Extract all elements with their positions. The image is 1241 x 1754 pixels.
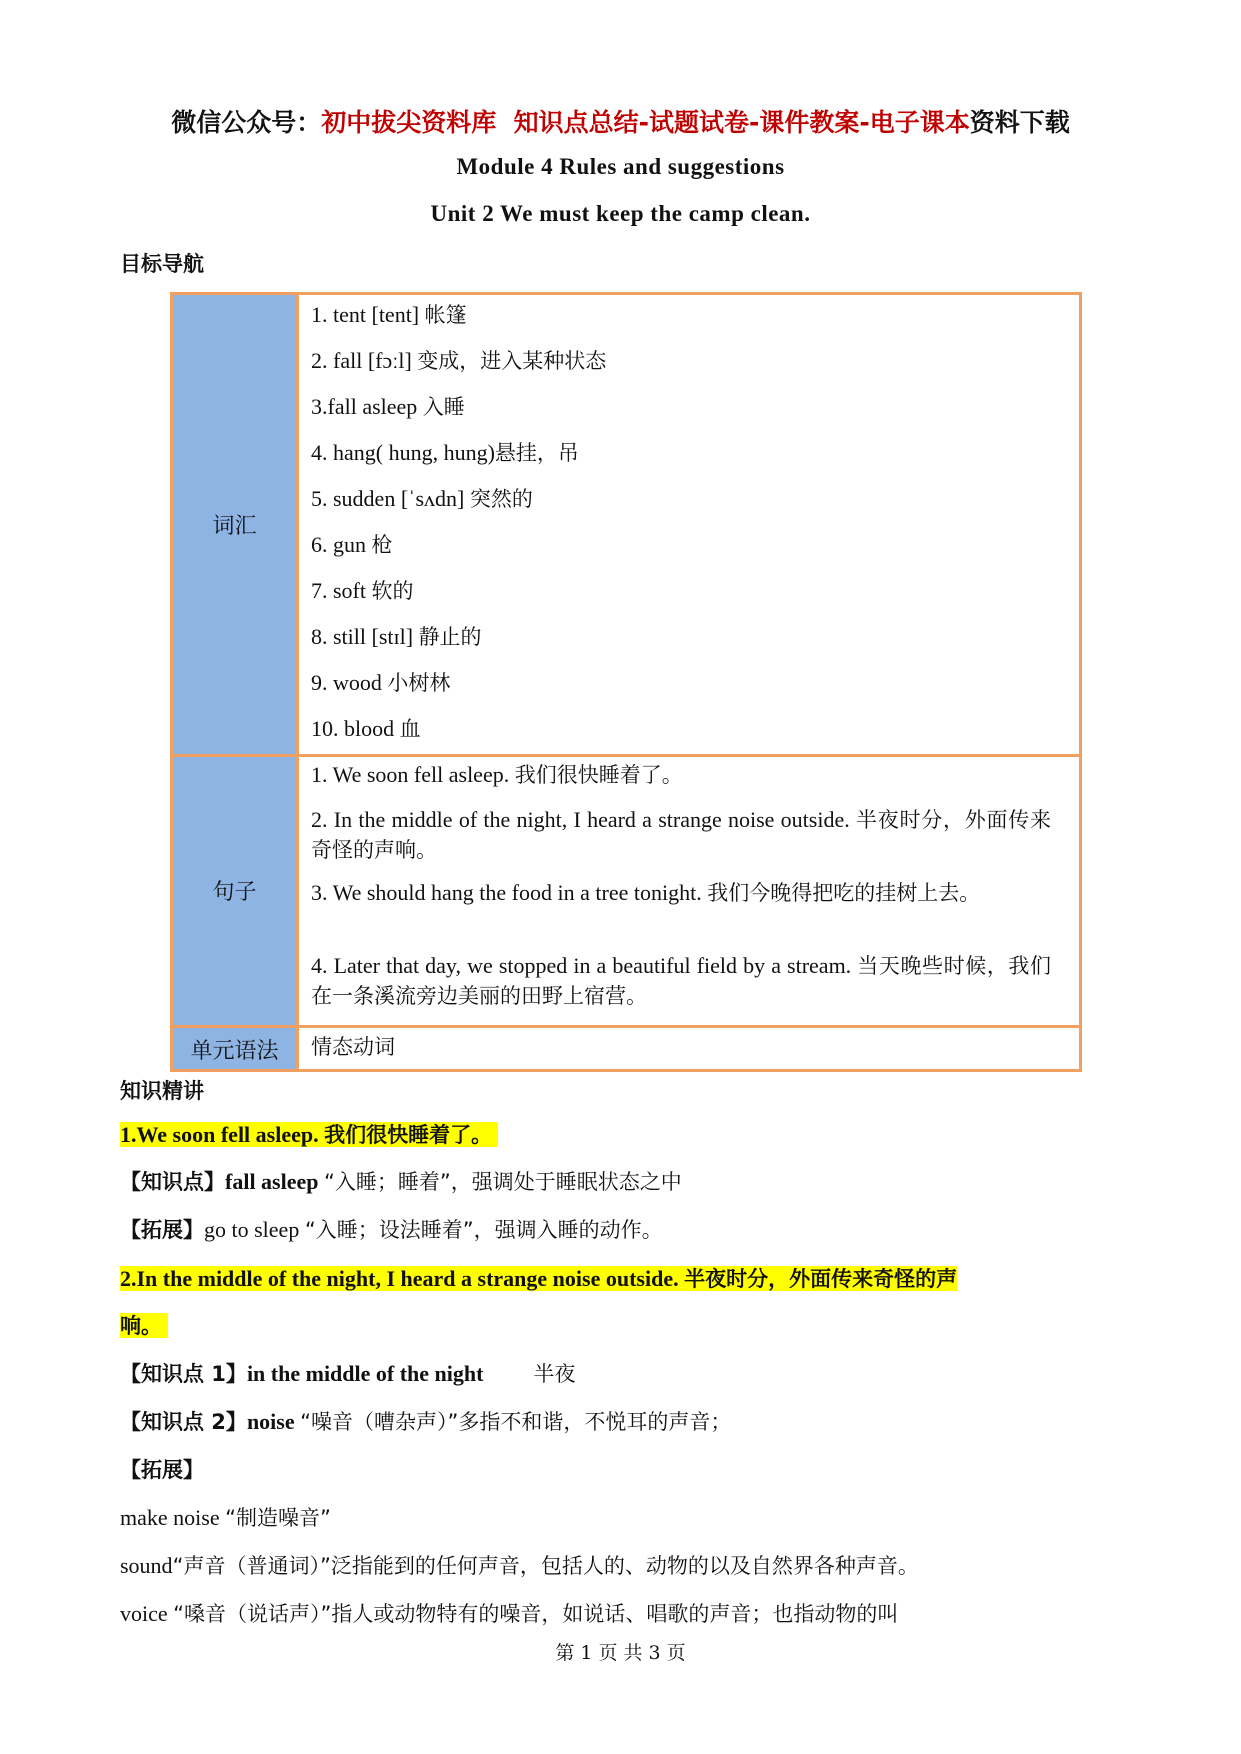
vocab-item: 2. fall [fɔːl] 变成，进入某种状态 (311, 348, 607, 373)
vocab-item: 6. gun 枪 (311, 532, 393, 557)
vocab-item: 8. still [stɪl] 静止的 (311, 624, 482, 649)
row-divider (173, 754, 1079, 757)
sentence-item: 3. We should hang the food in a tree tonight. 我们今晚得把吃的挂树上去。 (311, 880, 981, 905)
module-title: Module 4 Rules and suggestions (456, 154, 785, 179)
vocab-item: 7. soft 软的 (311, 578, 414, 603)
unit-title: Unit 2 We must keep the camp clean. (430, 201, 811, 226)
point-1-extension: 【拓展】go to sleep “入睡；设法睡着”，强调入睡的动作。 (120, 1217, 663, 1242)
point-2-knowledge-1: 【知识点 1】in the middle of the night 半夜 (120, 1361, 576, 1386)
goals-table (170, 292, 1082, 1072)
extension-make-noise: make noise “制造噪音” (120, 1505, 331, 1530)
vocab-item: 9. wood 小树林 (311, 670, 451, 695)
grammar-value: 情态动词 (311, 1035, 395, 1059)
row-divider (173, 1025, 1079, 1028)
point-1-knowledge: 【知识点】fall asleep “入睡；睡着”，强调处于睡眠状态之中 (120, 1169, 682, 1194)
grammar-label-cell (173, 1028, 299, 1069)
sentence-label: 句子 (212, 880, 257, 905)
section-goals: 目标导航 (120, 252, 204, 276)
header-account-name: 初中拔尖资料库 (321, 108, 497, 137)
sentence-item: 1. We soon fell asleep. 我们很快睡着了。 (311, 762, 683, 787)
sentence-item: 2. In the middle of the night, I heard a strange noise outside. 半夜时分，外面传来奇怪的声响。 (311, 807, 1052, 862)
vocab-item: 5. sudden [ˈsʌdn] 突然的 (311, 486, 533, 511)
point-2-heading-cont: 响。 (120, 1310, 168, 1340)
vocab-item: 10. blood 血 (311, 716, 421, 741)
header-resources: 知识点总结-试题试卷-课件教案-电子课本 (513, 108, 970, 137)
point-2-heading: 2.In the middle of the night, I heard a strange noise outside. 半夜时分，外面传来奇怪的声 (120, 1266, 958, 1291)
section-knowledge: 知识精讲 (120, 1079, 204, 1103)
header-suffix: 资料下载 (969, 108, 1070, 137)
vocab-label-cell (173, 295, 299, 755)
header-prefix: 微信公众号： (171, 108, 322, 137)
extension-voice: voice “嗓音（说话声）”指人或动物特有的噪音，如说话、唱歌的声音；也指动物的叫 (120, 1601, 899, 1626)
sentence-item: 4. Later that day, we stopped in a beautiful field by a stream. 当天晚些时候，我们在一条溪流旁边美丽的田野上宿营。 (311, 953, 1051, 1008)
vocab-label: 词汇 (212, 514, 257, 539)
grammar-label: 单元语法 (190, 1039, 279, 1064)
point-1-heading: 1.We soon fell asleep. 我们很快睡着了。 (120, 1119, 498, 1149)
vocab-item: 3.fall asleep 入睡 (311, 394, 465, 419)
sentence-label-cell (173, 757, 299, 1028)
extension-sound: sound“声音（普通词）”泛指能到的任何声音，包括人的、动物的以及自然界各种声音。 (120, 1553, 919, 1578)
vocab-item: 4. hang( hung, hung)悬挂，吊 (311, 440, 579, 465)
vocab-item: 1. tent [tent] 帐篷 (311, 302, 467, 327)
wechat-header (0, 108, 1241, 138)
point-2-knowledge-2: 【知识点 2】noise “噪音（嘈杂声）”多指不和谐，不悦耳的声音； (120, 1409, 732, 1434)
page-footer: 第 1 页 共 3 页 (555, 1642, 686, 1664)
point-2-extension: 【拓展】 (120, 1458, 204, 1482)
